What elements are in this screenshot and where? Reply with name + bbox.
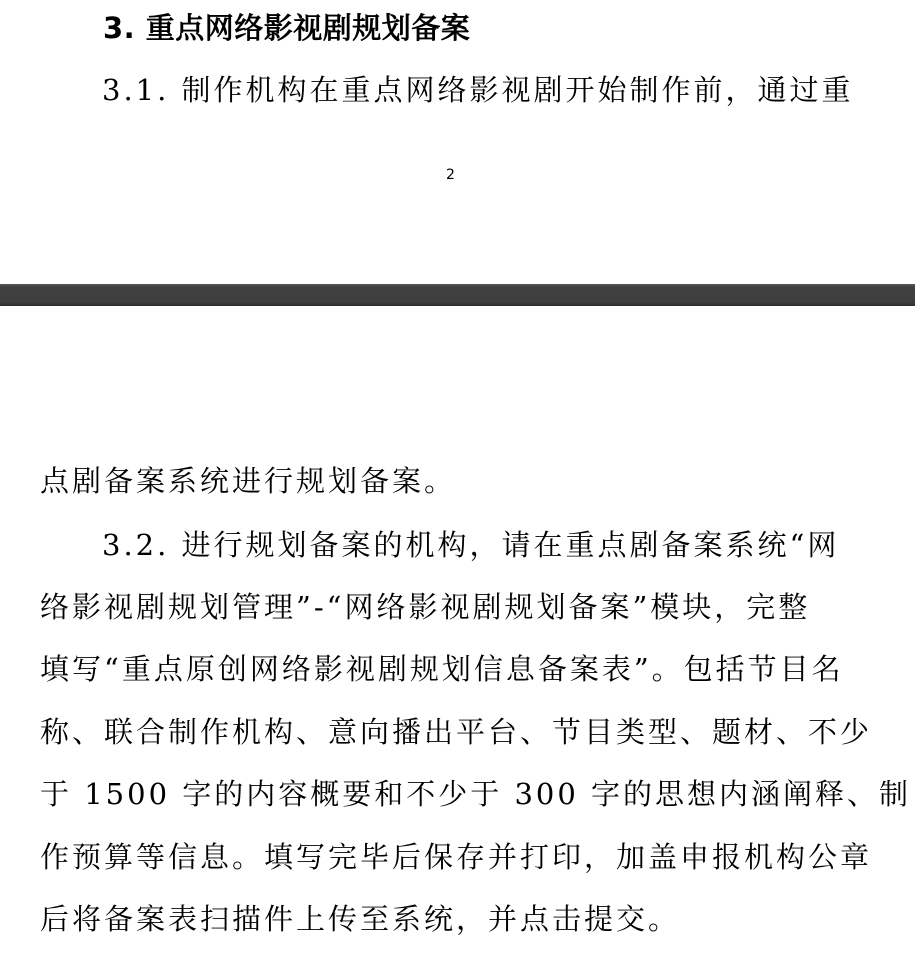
page-number: 2 [446,167,455,183]
paragraph-line: 3.1. 制作机构在重点网络影视剧开始制作前，通过重 [102,73,854,107]
paragraph-line: 3.2. 进行规划备案的机构，请在重点剧备案系统“网 [102,528,840,562]
section-heading: 3. 重点网络影视剧规划备案 [103,11,471,45]
paragraph-line: 于 1500 字的内容概要和不少于 300 字的思想内涵阐释、制 [40,777,912,811]
document-page-2 [0,0,915,284]
paragraph-line: 称、联合制作机构、意向播出平台、节目类型、题材、不少 [40,715,873,749]
paragraph-line: 填写“重点原创网络影视剧规划信息备案表”。包括节目名 [40,652,844,686]
document-page-3 [0,306,915,960]
paragraph-line: 后将备案表扫描件上传至系统，并点击提交。 [40,902,681,936]
paragraph-line: 点剧备案系统进行规划备案。 [40,464,457,498]
paragraph-line: 络影视剧规划管理”-“网络影视剧规划备案”模块，完整 [40,590,811,624]
page-separator [0,284,915,306]
paragraph-line: 作预算等信息。填写完毕后保存并打印，加盖申报机构公章 [40,840,873,874]
